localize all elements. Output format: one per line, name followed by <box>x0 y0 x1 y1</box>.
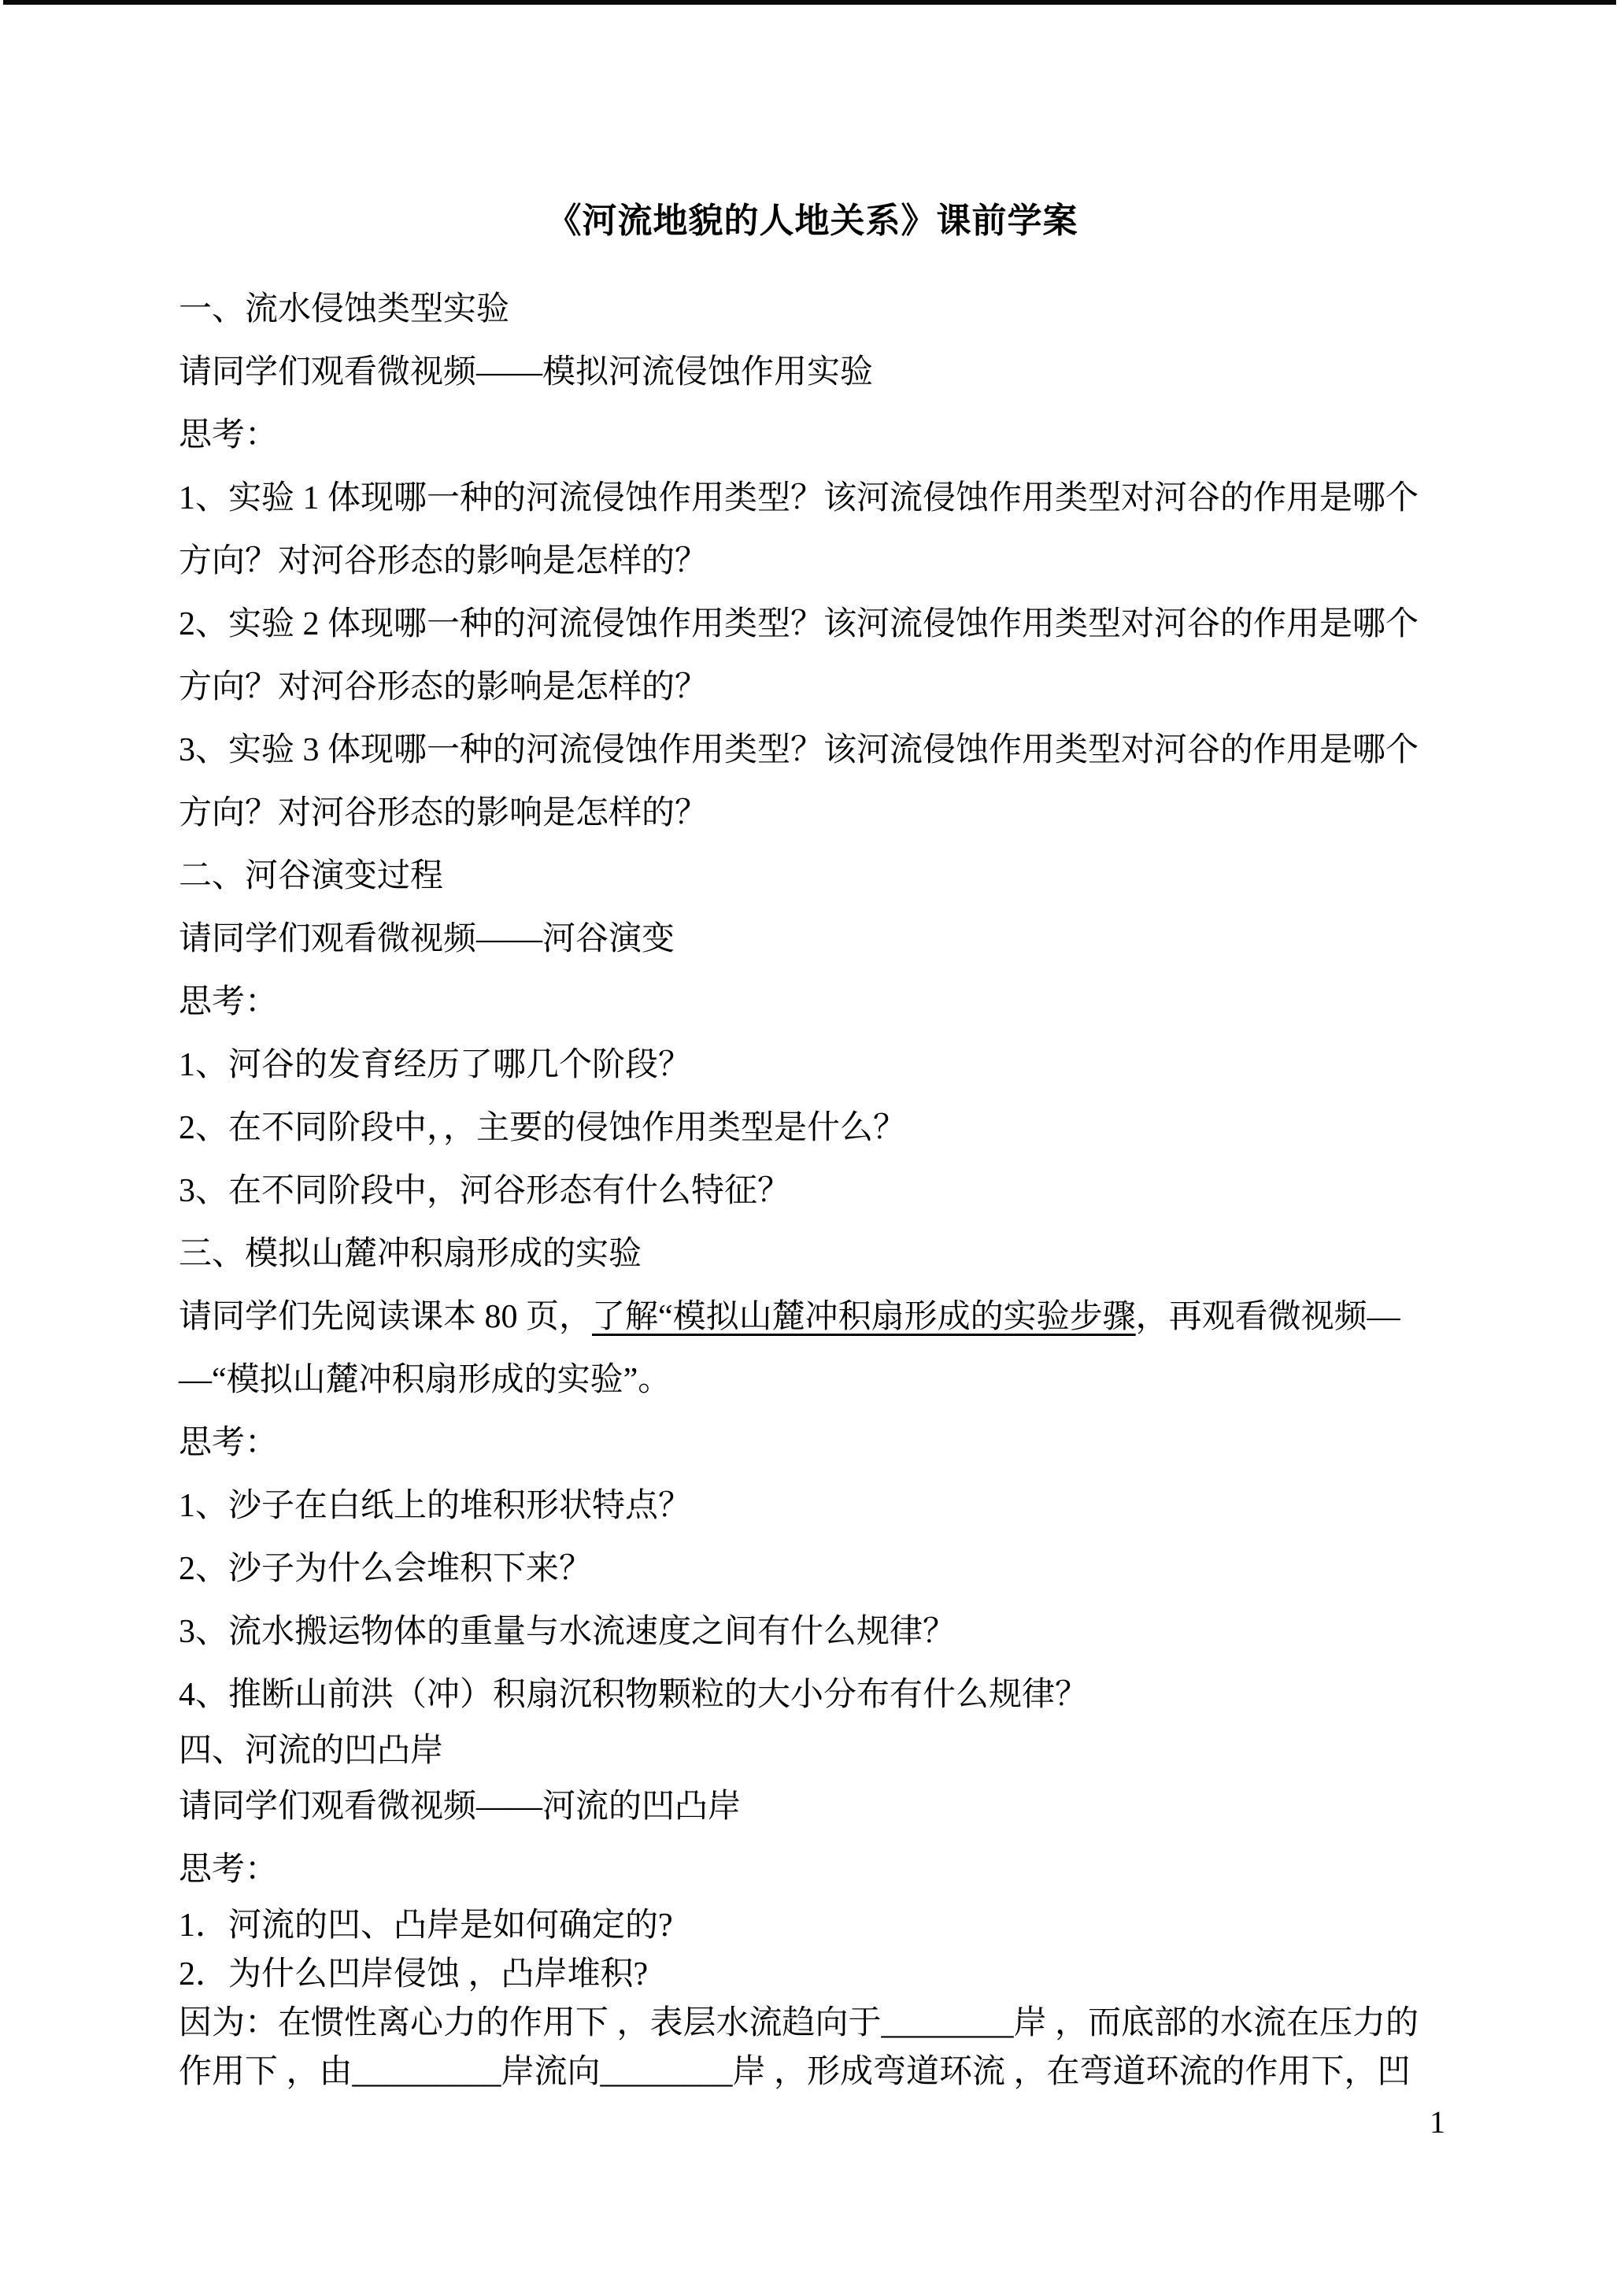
text-line-section-heading <box>179 1726 1446 1775</box>
text-segment: 请同学们观看微视频——河流的凹凸岸 <box>179 1789 742 1825</box>
document-content <box>179 199 1446 2096</box>
text-segment: 1、实验 1 体现哪一种的河流侵蚀作用类型？该河流侵蚀作用类型对河谷的作用是哪个 <box>179 480 1419 516</box>
text-line-prompt <box>179 404 1446 467</box>
text-line-question <box>179 1950 1446 1999</box>
text-segment: 2、实验 2 体现哪一种的河流侵蚀作用类型？该河流侵蚀作用类型对河谷的作用是哪个 <box>179 606 1419 642</box>
text-segment: 因为：在惯性离心力的作用下 ，表层水流趋向于________岸 ，而底部的水流在压力的 <box>179 2005 1419 2041</box>
text-segment: 四、河流的凹凸岸 <box>179 1733 444 1769</box>
text-line-question <box>179 1097 1446 1160</box>
text-segment: 思考： <box>179 984 279 1020</box>
text-segment: ，再观看微视频— <box>1135 1299 1400 1335</box>
text-line-instruction <box>179 341 1446 404</box>
text-line-section-heading <box>179 1223 1446 1286</box>
text-line-question <box>179 1663 1446 1726</box>
text-line-section-heading <box>179 278 1446 341</box>
text-segment: 3、流水搬运物体的重量与水流速度之间有什么规律？ <box>179 1614 956 1650</box>
text-segment: 三、模拟山麓冲积扇形成的实验 <box>179 1236 642 1272</box>
text-line-question-continuation <box>179 782 1446 845</box>
text-line-instruction <box>179 1775 1446 1838</box>
text-line-section-heading <box>179 845 1446 908</box>
text-segment: 3、在不同阶段中，河谷形态有什么特征？ <box>179 1173 791 1209</box>
text-line-prompt <box>179 1838 1446 1901</box>
text-segment: 作用下 ，由_________岸流向________岸 ，形成弯道环流 ，在弯道环流的作用下，凹 <box>179 2054 1411 2090</box>
text-line-question-continuation <box>179 530 1446 593</box>
text-line-prompt <box>179 971 1446 1034</box>
text-segment: 思考： <box>179 417 279 453</box>
text-segment: 1．河流的凹、凸岸是如何确定的? <box>179 1907 673 1944</box>
text-segment: 2、在不同阶段中，，主要的侵蚀作用类型是什么？ <box>179 1110 907 1146</box>
text-segment: 方向？对河谷形态的影响是怎样的？ <box>179 795 708 831</box>
text-line-question <box>179 1901 1446 1950</box>
text-line-question <box>179 1474 1446 1537</box>
text-segment: 请同学们观看微视频——河谷演变 <box>179 921 675 957</box>
text-segment: 2、沙子为什么会堆积下来？ <box>179 1551 593 1587</box>
text-line-question <box>179 1160 1446 1223</box>
text-line-prompt <box>179 1412 1446 1474</box>
text-line-question <box>179 719 1446 782</box>
text-segment: 一、流水侵蚀类型实验 <box>179 291 510 327</box>
text-line-question <box>179 1600 1446 1663</box>
scan-edge-artifact <box>3 0 1616 5</box>
page-title: 《河流地貌的人地关系》课前学案 <box>546 202 1078 240</box>
text-segment: —“模拟山麓冲积扇形成的实验”。 <box>179 1362 671 1398</box>
text-segment: 4、推断山前洪（冲）积扇沉积物颗粒的大小分布有什么规律？ <box>179 1677 1089 1713</box>
text-segment: 思考： <box>179 1852 279 1888</box>
text-segment: 1、河谷的发育经历了哪几个阶段？ <box>179 1047 692 1083</box>
text-line-question-continuation <box>179 656 1446 719</box>
text-segment: 二、河谷演变过程 <box>179 858 444 894</box>
text-line-question <box>179 467 1446 530</box>
text-line-instruction <box>179 908 1446 971</box>
text-segment: 方向？对河谷形态的影响是怎样的？ <box>179 669 708 705</box>
text-segment: 请同学们观看微视频——模拟河流侵蚀作用实验 <box>179 354 874 390</box>
document-lines <box>179 278 1446 2096</box>
text-line-fill-in-blank <box>179 1999 1446 2048</box>
text-segment: 2．为什么凹岸侵蚀 ，凸岸堆积? <box>179 1956 649 1992</box>
text-segment: 3、实验 3 体现哪一种的河流侵蚀作用类型？该河流侵蚀作用类型对河谷的作用是哪个 <box>179 732 1419 768</box>
text-line-question <box>179 1034 1446 1097</box>
text-segment: 思考： <box>179 1425 279 1461</box>
page-number: 1 <box>1430 2104 1445 2140</box>
text-line-instruction <box>179 1286 1446 1349</box>
text-line-instruction-continuation <box>179 1349 1446 1412</box>
text-segment: 请同学们先阅读课本 80 页， <box>179 1299 593 1335</box>
text-line-question <box>179 593 1446 656</box>
text-segment: 1、沙子在白纸上的堆积形状特点？ <box>179 1488 692 1524</box>
underlined-text: 了解“模拟山麓冲积扇形成的实验步骤 <box>592 1299 1136 1335</box>
text-segment: 方向？对河谷形态的影响是怎样的？ <box>179 543 708 579</box>
text-line-fill-in-blank <box>179 2048 1446 2096</box>
text-line-question <box>179 1537 1446 1600</box>
